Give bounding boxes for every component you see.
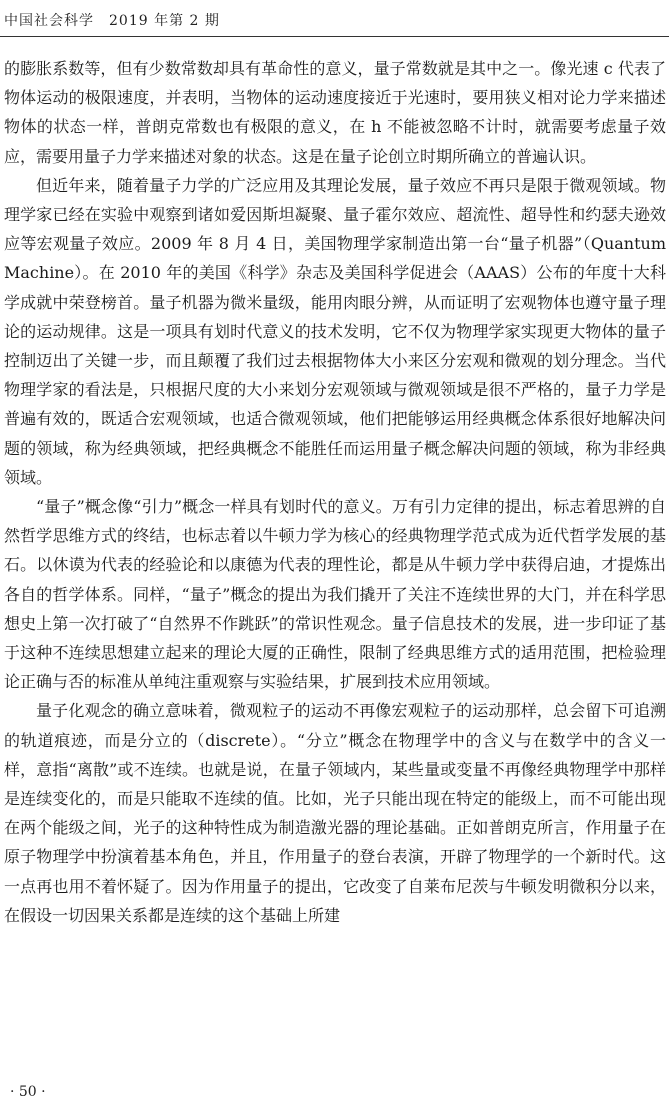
- paragraph: 但近年来，随着量子力学的广泛应用及其理论发展，量子效应不再只是限于微观领域。物理学家已经在实验中观察到诸如爱因斯坦凝聚、量子霍尔效应、超流性、超导性和约瑟夫逊效应等宏观量子效应。2009 年 8 月 4 日，美国物理学家制造出第一台“量子机器”（Quantum Machine）。在 2010 年的美国《科学》杂志及美国科学促进会（AAAS）公布的年度十大科学成就中荣登榜首。量子机器为微米量级，能用肉眼分辨，从而证明了宏观物体也遵守量子理论的运动规律。这是一项具有划时代意义的技术发明，它不仅为物理学家实现更大物体的量子控制迈出了关键一步，而且颠覆了我们过去根据物体大小来区分宏观和微观的划分理念。当代物理学家的看法是，只根据尺度的大小来划分宏观领域与微观领域是很不严格的，量子力学是普遍有效的，既适合宏观领域，也适合微观领域，他们把能够运用经典概念体系很好地解决问题的领域，称为经典领域，把经典概念不能胜任而运用量子概念解决问题的领域，称为非经典领域。: [4, 175, 666, 487]
- paragraph-continued: 的膨胀系数等，但有少数常数却具有革命性的意义，量子常数就是其中之一。像光速 c 代表了物体运动的极限速度，并表明，当物体的运动速度接近于光速时，要用狭义相对论力学来描述物体的状态一样，普朗克常数也有极限的意义，在 h 不能被忽略不计时，就需要考虑量子效应，需要用量子力学来描述对象的状态。这是在量子论创立时期所确立的普遍认识。: [4, 59, 666, 166]
- running-header: 中国社会科学 2019 年第 2 期: [4, 13, 220, 29]
- header-divider: [0, 36, 669, 37]
- paragraph: 量子化观念的确立意味着，微观粒子的运动不再像宏观粒子的运动那样，总会留下可追溯的轨道痕迹，而是分立的（discrete）。“分立”概念在物理学中的含义与在数学中的含义一样，意指“离散”或不连续。也就是说，在量子领域内，某些量或变量不再像经典物理学中那样是连续变化的，而是只能取不连续的值。比如，光子只能出现在特定的能级上，而不可能出现在两个能级之间，光子的这种特性成为制造激光器的理论基础。正如普朗克所言，作用量子在原子物理学中扮演着基本角色，并且，作用量子的登台表演，开辟了物理学的一个新时代。这一点再也用不着怀疑了。因为作用量子的提出，它改变了自莱布尼茨与牛顿发明微积分以来，在假设一切因果关系都是连续的这个基础上所建: [4, 701, 666, 925]
- paragraph: “量子”概念像“引力”概念一样具有划时代的意义。万有引力定律的提出，标志着思辨的自然哲学思维方式的终结，也标志着以牛顿力学为核心的经典物理学范式成为近代哲学发展的基石。以休谟为代表的经验论和以康德为代表的理性论，都是从牛顿力学中获得启迪，才提炼出各自的哲学体系。同样，“量子”概念的提出为我们撬开了关注不连续世界的大门，并在科学思想史上第一次打破了“自然界不作跳跃”的常识性观念。量子信息技术的发展，进一步印证了基于这种不连续思想建立起来的理论大厦的正确性，限制了经典思维方式的适用范围，把检验理论正确与否的标准从单纯注重观察与实验结果，扩展到技术应用领域。: [4, 497, 666, 692]
- page-number: · 50 ·: [10, 1084, 46, 1100]
- article-body: [4, 54, 666, 930]
